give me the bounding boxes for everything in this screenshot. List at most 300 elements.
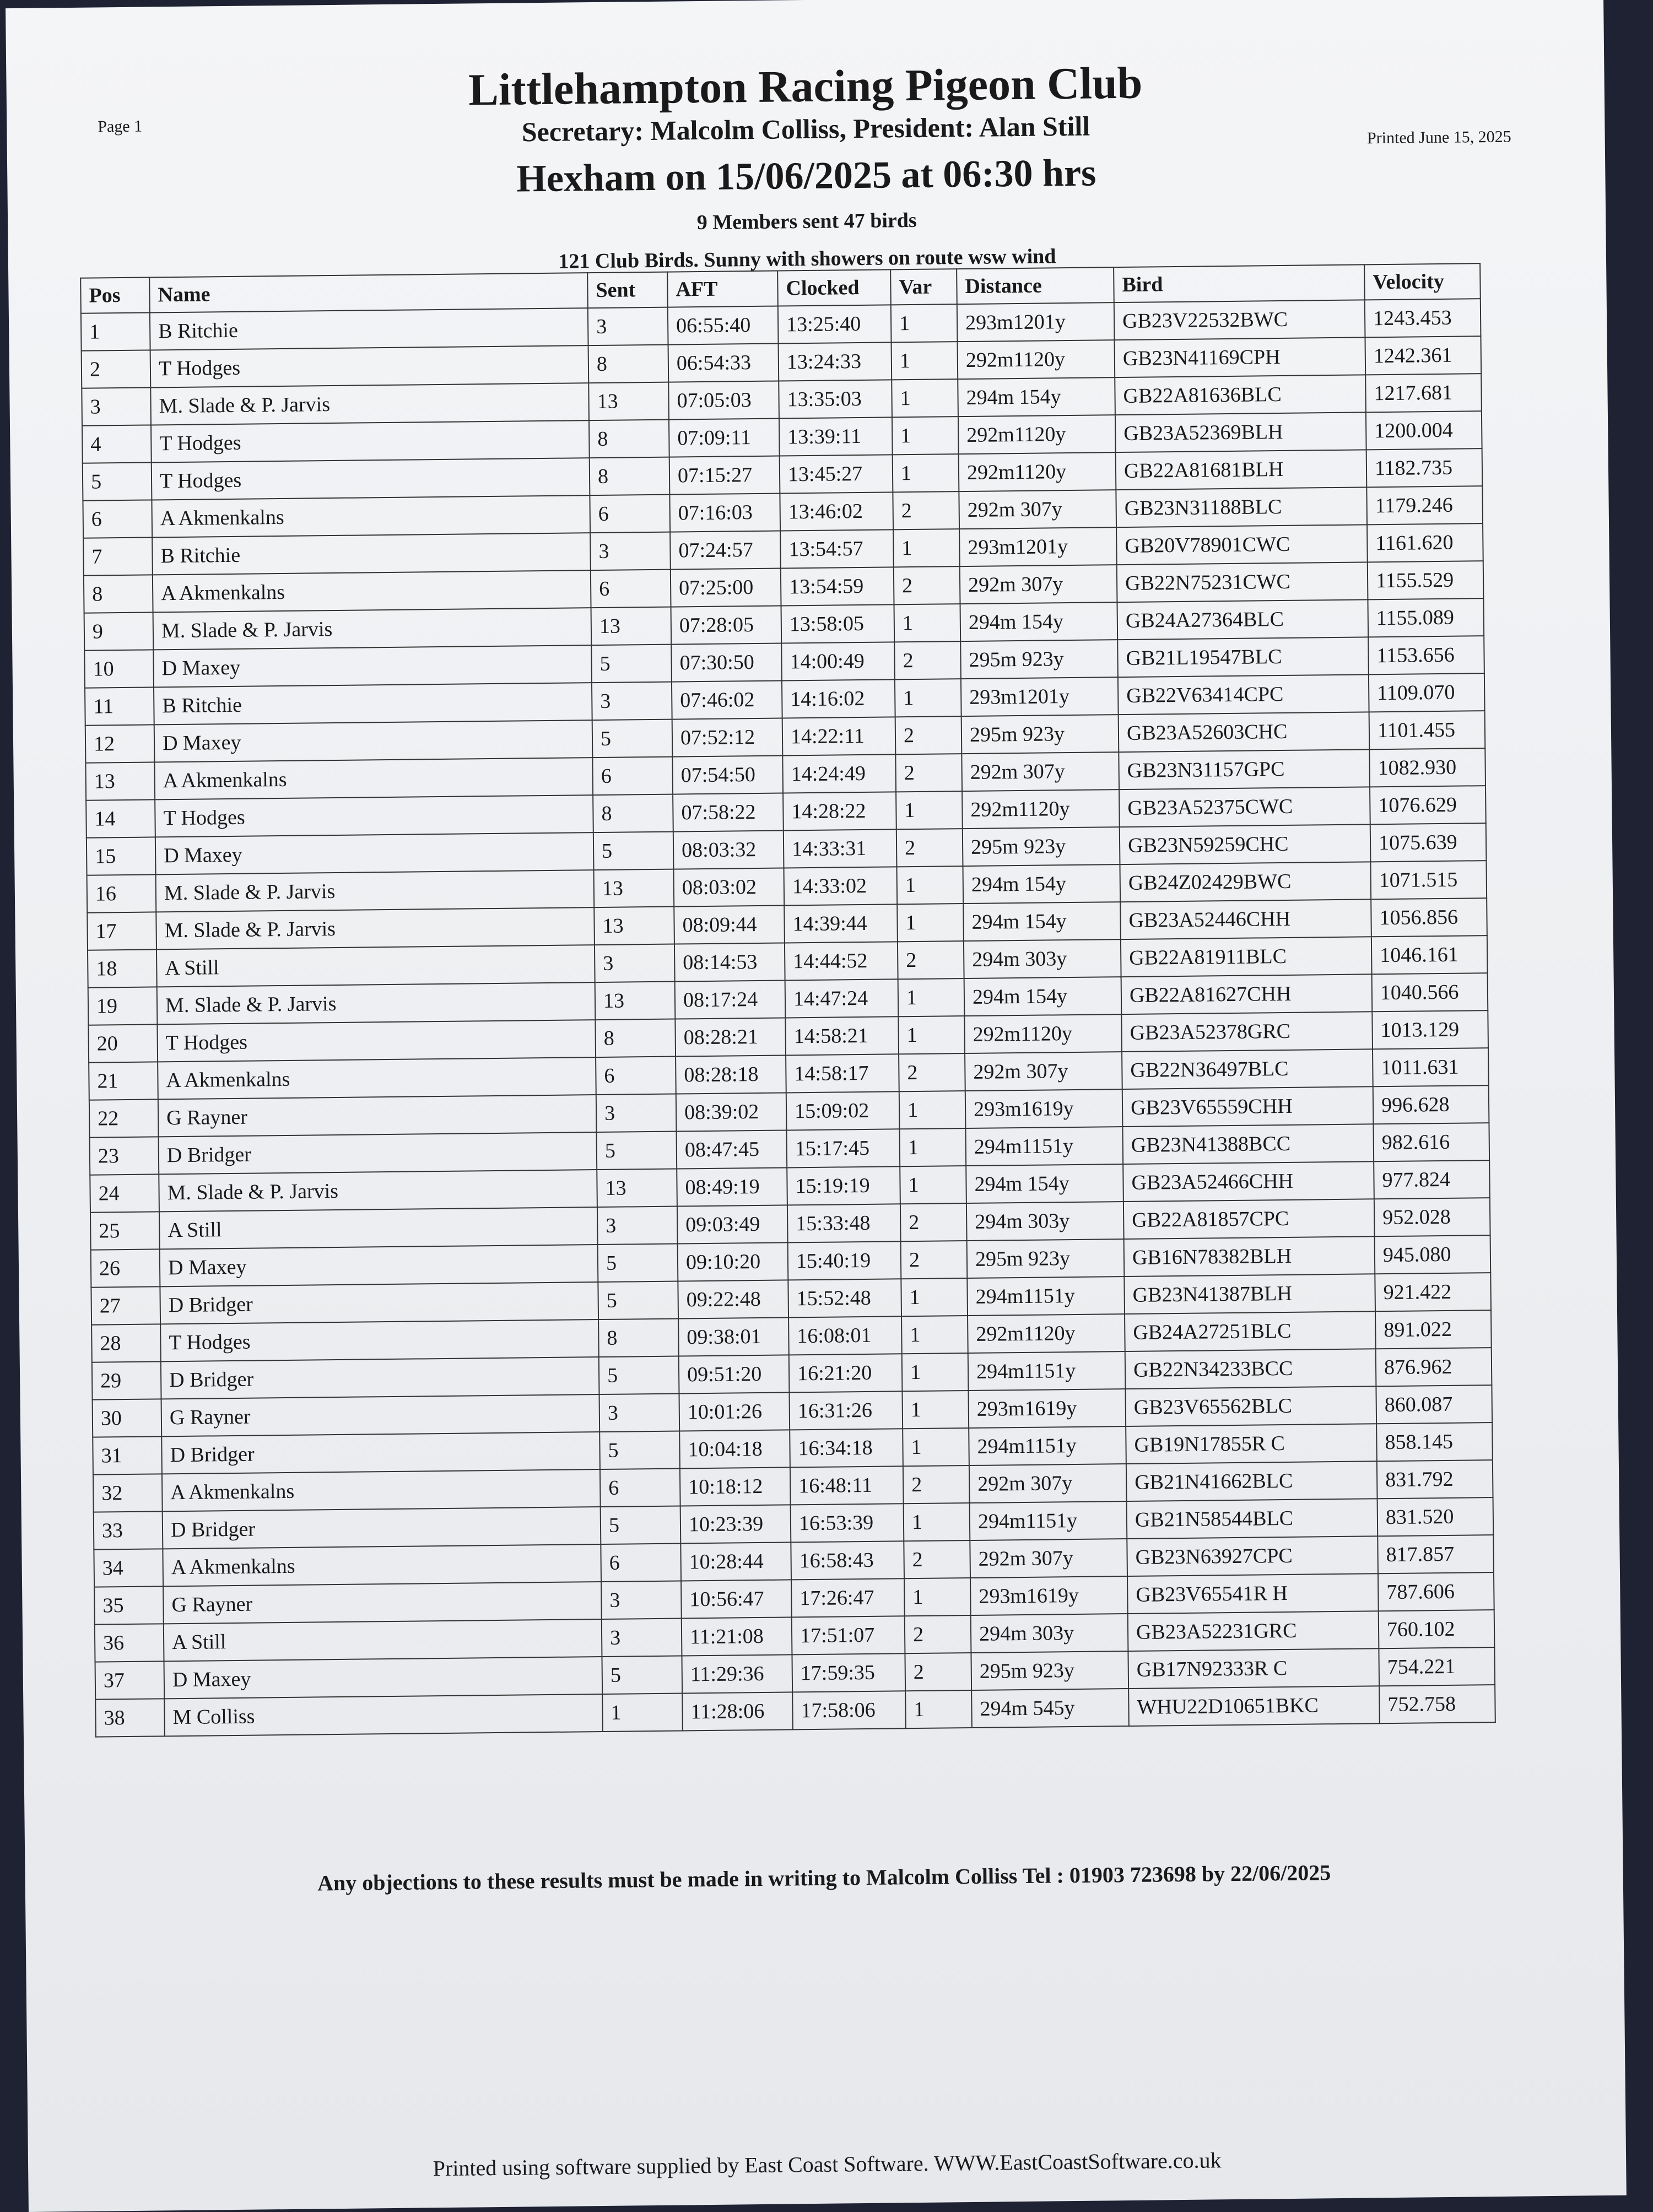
cell-distance: 294m 545y bbox=[971, 1689, 1129, 1728]
cell-distance: 294m 154y bbox=[966, 1164, 1123, 1203]
cell-distance: 295m 923y bbox=[963, 827, 1120, 866]
results-body bbox=[81, 299, 1495, 1737]
cell-name: A Akmenkalns bbox=[153, 570, 591, 612]
cell-bird: GB21L19547BLC bbox=[1117, 637, 1369, 677]
cell-bird: GB23N31188BLC bbox=[1116, 487, 1367, 527]
cell-name: M Colliss bbox=[164, 1694, 603, 1736]
cell-name: D Maxey bbox=[155, 832, 594, 874]
cell-velocity: 996.628 bbox=[1373, 1085, 1489, 1124]
cell-aft: 07:30:50 bbox=[671, 643, 782, 682]
cell-clocked: 16:21:20 bbox=[789, 1354, 903, 1392]
cell-pos: 9 bbox=[84, 612, 154, 650]
cell-clocked: 16:58:43 bbox=[791, 1541, 904, 1580]
cell-sent: 6 bbox=[600, 1469, 680, 1507]
cell-var: 1 bbox=[899, 1128, 966, 1166]
cell-pos: 20 bbox=[88, 1024, 158, 1062]
cell-velocity: 952.028 bbox=[1374, 1198, 1490, 1236]
cell-sent: 13 bbox=[594, 869, 674, 908]
cell-name: A Akmenkalns bbox=[158, 1057, 596, 1099]
cell-pos: 2 bbox=[82, 350, 151, 388]
cell-clocked: 14:24:49 bbox=[782, 754, 896, 793]
cell-bird: GB23A52466CHH bbox=[1123, 1161, 1374, 1202]
cell-pos: 31 bbox=[93, 1436, 162, 1474]
cell-distance: 294m 154y bbox=[958, 377, 1115, 417]
cell-clocked: 15:19:19 bbox=[787, 1166, 900, 1205]
cell-var: 2 bbox=[905, 1653, 971, 1691]
cell-clocked: 14:44:52 bbox=[785, 942, 898, 980]
cell-bird: GB22N36497BLC bbox=[1122, 1049, 1373, 1089]
cell-sent: 3 bbox=[588, 307, 668, 346]
cell-distance: 293m1201y bbox=[961, 677, 1119, 716]
cell-aft: 10:01:26 bbox=[679, 1392, 790, 1431]
cell-distance: 295m 923y bbox=[961, 715, 1119, 754]
cell-velocity: 1040.566 bbox=[1372, 973, 1488, 1012]
cell-var: 1 bbox=[902, 1353, 969, 1391]
cell-distance: 294m1151y bbox=[969, 1426, 1126, 1465]
cell-pos: 30 bbox=[93, 1399, 162, 1437]
cell-sent: 1 bbox=[602, 1693, 683, 1732]
cell-distance: 292m1120y bbox=[958, 340, 1115, 379]
cell-var: 1 bbox=[893, 454, 959, 492]
cell-aft: 09:22:48 bbox=[678, 1280, 788, 1318]
cell-clocked: 13:24:33 bbox=[779, 342, 892, 381]
cell-clocked: 16:08:01 bbox=[788, 1316, 902, 1355]
cell-var: 1 bbox=[892, 417, 959, 455]
cell-sent: 3 bbox=[590, 532, 671, 571]
cell-bird: GB23A52369BLH bbox=[1115, 412, 1366, 452]
cell-pos: 23 bbox=[90, 1137, 159, 1175]
cell-sent: 5 bbox=[599, 1431, 680, 1470]
cell-distance: 294m 303y bbox=[964, 939, 1121, 978]
cell-var: 2 bbox=[896, 829, 963, 867]
cell-var: 2 bbox=[899, 1053, 965, 1091]
col-header-aft: AFT bbox=[667, 271, 778, 307]
club-title: Littlehampton Racing Pigeon Club bbox=[468, 57, 1143, 115]
cell-aft: 07:25:00 bbox=[671, 569, 781, 607]
cell-var: 1 bbox=[905, 1690, 972, 1728]
cell-bird: GB23N41169CPH bbox=[1114, 337, 1365, 377]
cell-bird: GB23N63927CPC bbox=[1127, 1536, 1378, 1576]
cell-clocked: 16:34:18 bbox=[790, 1429, 903, 1467]
col-header-name: Name bbox=[149, 273, 588, 312]
cell-name: D Maxey bbox=[154, 720, 593, 762]
cell-velocity: 1109.070 bbox=[1369, 673, 1485, 712]
cell-sent: 5 bbox=[601, 1506, 681, 1545]
cell-bird: GB23V65562BLC bbox=[1125, 1386, 1376, 1426]
cell-aft: 07:54:50 bbox=[672, 755, 783, 794]
cell-sent: 6 bbox=[601, 1544, 681, 1582]
cell-velocity: 1153.656 bbox=[1368, 636, 1484, 674]
cell-name: T Hodges bbox=[155, 795, 593, 837]
cell-aft: 07:15:27 bbox=[669, 456, 780, 495]
cell-distance: 295m 923y bbox=[967, 1239, 1125, 1278]
cell-distance: 292m 307y bbox=[965, 1052, 1122, 1091]
cell-pos: 29 bbox=[92, 1361, 161, 1399]
cell-velocity: 977.824 bbox=[1374, 1160, 1490, 1199]
cell-sent: 3 bbox=[592, 682, 672, 721]
cell-sent: 5 bbox=[592, 720, 673, 758]
cell-pos: 37 bbox=[95, 1661, 165, 1699]
cell-pos: 17 bbox=[87, 912, 156, 950]
cell-pos: 10 bbox=[84, 650, 154, 688]
cell-name: T Hodges bbox=[150, 345, 589, 387]
cell-var: 2 bbox=[894, 641, 961, 679]
col-header-velocity: Velocity bbox=[1364, 263, 1481, 300]
cell-distance: 294m 154y bbox=[964, 977, 1122, 1016]
cell-pos: 16 bbox=[87, 874, 156, 912]
cell-aft: 11:29:36 bbox=[682, 1654, 792, 1693]
cell-aft: 07:52:12 bbox=[672, 718, 783, 756]
cell-var: 2 bbox=[893, 491, 959, 529]
cell-aft: 06:55:40 bbox=[668, 306, 779, 345]
col-header-distance: Distance bbox=[957, 267, 1114, 304]
cell-var: 1 bbox=[902, 1391, 969, 1429]
cell-sent: 13 bbox=[588, 382, 669, 421]
cell-sent: 3 bbox=[595, 944, 675, 983]
results-table bbox=[80, 263, 1496, 1737]
cell-clocked: 17:59:35 bbox=[792, 1653, 905, 1692]
cell-clocked: 13:45:27 bbox=[780, 455, 893, 493]
cell-name: T Hodges bbox=[151, 420, 590, 462]
cell-distance: 295m 923y bbox=[960, 640, 1118, 679]
cell-bird: GB23A52375CWC bbox=[1119, 787, 1370, 827]
cell-pos: 32 bbox=[93, 1474, 163, 1512]
cell-bird: GB23A52231GRC bbox=[1128, 1611, 1379, 1651]
cell-pos: 28 bbox=[91, 1324, 161, 1362]
cell-bird: GB22A81627CHH bbox=[1121, 974, 1373, 1014]
cell-distance: 295m 923y bbox=[971, 1651, 1128, 1690]
cell-aft: 07:46:02 bbox=[672, 680, 782, 719]
cell-name: M. Slade & P. Jarvis bbox=[153, 608, 592, 650]
cell-distance: 294m1151y bbox=[967, 1277, 1125, 1316]
cell-aft: 09:03:49 bbox=[677, 1205, 788, 1243]
cell-sent: 3 bbox=[601, 1581, 682, 1620]
cell-sent: 8 bbox=[595, 1019, 676, 1058]
cell-name: B Ritchie bbox=[152, 533, 591, 575]
cell-sent: 13 bbox=[597, 1169, 677, 1208]
cell-pos: 26 bbox=[91, 1249, 160, 1287]
cell-velocity: 1076.629 bbox=[1370, 786, 1486, 824]
cell-distance: 293m1201y bbox=[957, 302, 1115, 342]
cell-name: G Rayner bbox=[161, 1394, 600, 1436]
cell-bird: GB23A52446CHH bbox=[1120, 899, 1371, 939]
cell-velocity: 891.022 bbox=[1375, 1310, 1492, 1349]
cell-bird: GB22A81636BLC bbox=[1115, 375, 1366, 415]
cell-distance: 292m1120y bbox=[964, 1014, 1122, 1053]
cell-pos: 24 bbox=[90, 1174, 159, 1212]
cell-aft: 08:49:19 bbox=[677, 1167, 787, 1206]
cell-var: 1 bbox=[897, 904, 964, 942]
cell-bird: GB19N17855R C bbox=[1126, 1424, 1377, 1464]
cell-distance: 294m1151y bbox=[970, 1501, 1127, 1540]
cell-var: 1 bbox=[904, 1503, 970, 1541]
cell-sent: 8 bbox=[588, 345, 669, 383]
cell-clocked: 14:00:49 bbox=[781, 642, 895, 680]
cell-velocity: 1182.735 bbox=[1366, 448, 1483, 487]
cell-aft: 06:54:33 bbox=[668, 344, 779, 382]
secretary-line: Secretary: Malcolm Colliss, President: Alan Still bbox=[521, 110, 1090, 148]
cell-velocity: 1179.246 bbox=[1366, 486, 1483, 524]
cell-name: M. Slade & P. Jarvis bbox=[156, 907, 595, 949]
cell-sent: 5 bbox=[596, 1132, 677, 1170]
cell-bird: GB17N92333R C bbox=[1128, 1648, 1379, 1689]
cell-pos: 33 bbox=[94, 1511, 163, 1549]
cell-bird: GB22A81681BLH bbox=[1116, 450, 1367, 490]
cell-aft: 08:03:02 bbox=[674, 868, 785, 906]
cell-sent: 8 bbox=[589, 420, 669, 458]
cell-sent: 3 bbox=[597, 1207, 678, 1245]
col-header-var: Var bbox=[890, 269, 957, 305]
cell-name: A Akmenkalns bbox=[152, 495, 590, 537]
cell-sent: 6 bbox=[592, 757, 673, 796]
cell-aft: 08:28:18 bbox=[676, 1055, 786, 1094]
cell-var: 1 bbox=[892, 342, 958, 380]
cell-clocked: 14:28:22 bbox=[783, 792, 896, 830]
cell-velocity: 858.145 bbox=[1376, 1423, 1493, 1461]
cell-var: 1 bbox=[896, 791, 963, 829]
page-label: Page 1 bbox=[98, 117, 143, 136]
cell-clocked: 13:35:03 bbox=[779, 380, 892, 418]
cell-pos: 22 bbox=[89, 1099, 159, 1137]
cell-distance: 293m1619y bbox=[968, 1389, 1126, 1428]
cell-bird: GB22V63414CPC bbox=[1118, 674, 1369, 715]
cell-clocked: 15:09:02 bbox=[786, 1091, 900, 1130]
cell-pos: 21 bbox=[89, 1062, 158, 1100]
cell-distance: 294m1151y bbox=[968, 1351, 1126, 1391]
cell-distance: 294m 154y bbox=[960, 602, 1117, 641]
cell-clocked: 14:58:21 bbox=[785, 1016, 899, 1055]
cell-pos: 36 bbox=[95, 1624, 164, 1662]
cell-aft: 07:16:03 bbox=[669, 494, 780, 532]
cell-sent: 3 bbox=[602, 1618, 682, 1657]
cell-var: 2 bbox=[898, 941, 964, 979]
cell-clocked: 16:53:39 bbox=[791, 1503, 904, 1542]
cell-clocked: 15:52:48 bbox=[788, 1279, 901, 1317]
cell-var: 2 bbox=[894, 566, 960, 604]
cell-clocked: 15:33:48 bbox=[787, 1204, 901, 1242]
cell-name: D Maxey bbox=[153, 645, 592, 687]
software-footer: Printed using software supplied by East Coast Software. WWW.EastCoastSoftware.co.uk bbox=[433, 2148, 1222, 2181]
cell-aft: 09:51:20 bbox=[679, 1355, 790, 1393]
cell-bird: GB23N59259CHC bbox=[1120, 824, 1371, 864]
col-header-pos: Pos bbox=[80, 277, 150, 313]
cell-distance: 292m1120y bbox=[958, 415, 1116, 454]
results-sheet bbox=[6, 0, 1627, 2212]
cell-sent: 13 bbox=[594, 907, 674, 945]
cell-velocity: 876.962 bbox=[1376, 1348, 1492, 1386]
cell-aft: 07:09:11 bbox=[669, 419, 780, 457]
cell-bird: GB22N34233BCC bbox=[1125, 1349, 1376, 1389]
cell-var: 1 bbox=[899, 1091, 966, 1129]
cell-name: M. Slade & P. Jarvis bbox=[157, 982, 596, 1024]
cell-bird: GB23N31157GPC bbox=[1119, 749, 1370, 789]
cell-sent: 5 bbox=[599, 1356, 679, 1395]
cell-name: D Bridger bbox=[160, 1282, 598, 1324]
cell-pos: 11 bbox=[85, 687, 154, 725]
cell-aft: 08:09:44 bbox=[674, 905, 785, 944]
cell-var: 1 bbox=[895, 679, 961, 717]
cell-pos: 5 bbox=[83, 462, 152, 500]
cell-name: B Ritchie bbox=[150, 308, 588, 350]
cell-pos: 14 bbox=[86, 799, 155, 837]
cell-aft: 08:39:02 bbox=[676, 1093, 787, 1131]
cell-var: 2 bbox=[904, 1540, 970, 1578]
cell-bird: GB23V65541R H bbox=[1127, 1573, 1379, 1614]
cell-bird: GB16N78382BLH bbox=[1124, 1236, 1375, 1277]
cell-velocity: 754.221 bbox=[1379, 1647, 1495, 1686]
cell-velocity: 1242.361 bbox=[1365, 336, 1481, 375]
cell-distance: 294m 303y bbox=[971, 1614, 1128, 1653]
cell-var: 1 bbox=[898, 1016, 965, 1054]
cell-velocity: 1082.930 bbox=[1369, 748, 1485, 787]
cell-clocked: 17:26:47 bbox=[791, 1578, 905, 1617]
cell-sent: 6 bbox=[590, 495, 670, 533]
cell-var: 1 bbox=[901, 1316, 968, 1354]
cell-clocked: 14:39:44 bbox=[784, 904, 898, 943]
cell-velocity: 982.616 bbox=[1373, 1123, 1489, 1161]
cell-bird: GB24Z02429BWC bbox=[1120, 862, 1371, 902]
cell-sent: 6 bbox=[591, 570, 671, 608]
col-header-sent: Sent bbox=[587, 272, 668, 309]
cell-pos: 35 bbox=[94, 1586, 164, 1624]
cell-sent: 13 bbox=[591, 607, 672, 646]
cell-aft: 08:17:24 bbox=[675, 980, 786, 1019]
cell-clocked: 16:48:11 bbox=[790, 1466, 904, 1505]
cell-name: M. Slade & P. Jarvis bbox=[159, 1170, 597, 1212]
cell-clocked: 14:22:11 bbox=[782, 717, 896, 755]
cell-pos: 18 bbox=[88, 949, 157, 987]
cell-velocity: 1075.639 bbox=[1370, 823, 1487, 862]
cell-aft: 10:04:18 bbox=[679, 1430, 790, 1468]
cell-pos: 27 bbox=[91, 1286, 160, 1324]
cell-name: D Bridger bbox=[159, 1132, 597, 1174]
cell-velocity: 1217.681 bbox=[1365, 374, 1482, 412]
cell-pos: 38 bbox=[95, 1699, 165, 1737]
cell-distance: 292m 307y bbox=[960, 565, 1117, 604]
cell-sent: 6 bbox=[596, 1057, 676, 1095]
cell-pos: 19 bbox=[88, 987, 158, 1025]
club-birds-line: 121 Club Birds. Sunny with showers on route wsw wind bbox=[558, 245, 1056, 273]
cell-velocity: 752.758 bbox=[1379, 1685, 1495, 1723]
cell-aft: 10:18:12 bbox=[680, 1467, 791, 1506]
cell-var: 2 bbox=[895, 716, 962, 754]
cell-pos: 6 bbox=[83, 500, 152, 538]
cell-name: A Still bbox=[159, 1207, 598, 1249]
cell-name: T Hodges bbox=[160, 1319, 599, 1361]
cell-velocity: 831.792 bbox=[1377, 1460, 1493, 1499]
cell-aft: 10:23:39 bbox=[680, 1505, 791, 1543]
cell-pos: 4 bbox=[82, 425, 152, 463]
cell-velocity: 1011.631 bbox=[1373, 1048, 1489, 1086]
cell-bird: GB23V65559CHH bbox=[1122, 1086, 1374, 1127]
cell-aft: 07:58:22 bbox=[673, 793, 784, 831]
cell-pos: 13 bbox=[85, 762, 155, 800]
cell-distance: 292m1120y bbox=[968, 1314, 1125, 1353]
cell-bird: GB21N41662BLC bbox=[1126, 1461, 1378, 1501]
cell-clocked: 14:47:24 bbox=[785, 979, 899, 1018]
cell-sent: 5 bbox=[598, 1281, 678, 1320]
cell-pos: 1 bbox=[81, 312, 150, 350]
cell-bird: GB21N58544BLC bbox=[1127, 1499, 1378, 1539]
cell-sent: 8 bbox=[598, 1319, 679, 1358]
cell-name: B Ritchie bbox=[154, 683, 592, 724]
cell-clocked: 14:58:17 bbox=[786, 1054, 899, 1093]
cell-distance: 294m 154y bbox=[963, 902, 1121, 941]
cell-clocked: 15:40:19 bbox=[788, 1241, 901, 1280]
cell-var: 2 bbox=[901, 1241, 968, 1279]
cell-name: A Akmenkalns bbox=[154, 758, 593, 799]
cell-velocity: 1101.455 bbox=[1369, 711, 1485, 749]
cell-distance: 293m1619y bbox=[970, 1576, 1128, 1615]
cell-sent: 5 bbox=[593, 832, 674, 870]
cell-velocity: 787.606 bbox=[1378, 1572, 1494, 1611]
cell-name: M. Slade & P. Jarvis bbox=[156, 870, 595, 912]
cell-velocity: 860.087 bbox=[1376, 1385, 1492, 1424]
cell-distance: 294m 303y bbox=[966, 1202, 1124, 1241]
cell-name: T Hodges bbox=[157, 1020, 596, 1062]
cell-distance: 292m 307y bbox=[959, 490, 1116, 529]
col-header-clocked: Clocked bbox=[777, 269, 891, 306]
cell-name: A Still bbox=[164, 1619, 602, 1661]
cell-var: 2 bbox=[900, 1203, 967, 1241]
cell-var: 1 bbox=[898, 978, 965, 1016]
cell-var: 1 bbox=[891, 304, 958, 342]
cell-bird: GB23V22532BWC bbox=[1114, 300, 1365, 340]
cell-distance: 294m1151y bbox=[965, 1127, 1123, 1166]
cell-pos: 12 bbox=[85, 724, 155, 762]
cell-name: D Maxey bbox=[160, 1245, 598, 1286]
cell-name: M. Slade & P. Jarvis bbox=[150, 383, 589, 425]
cell-bird: GB24A27251BLC bbox=[1125, 1311, 1376, 1351]
cell-aft: 07:24:57 bbox=[670, 531, 781, 570]
cell-name: T Hodges bbox=[152, 458, 590, 500]
race-heading: Hexham on 15/06/2025 at 06:30 hrs bbox=[516, 152, 1096, 201]
cell-distance: 294m 154y bbox=[963, 864, 1120, 904]
cell-velocity: 1161.620 bbox=[1367, 523, 1483, 562]
cell-var: 2 bbox=[903, 1465, 970, 1503]
cell-clocked: 13:58:05 bbox=[781, 604, 895, 643]
cell-velocity: 1200.004 bbox=[1366, 411, 1482, 450]
objection-note: Any objections to these results must be made in writing to Malcolm Colliss Tel : 01903 723698 by 22/06/2025 bbox=[317, 1860, 1331, 1896]
cell-bird: GB24A27364BLC bbox=[1117, 599, 1368, 640]
cell-aft: 10:28:44 bbox=[680, 1542, 791, 1581]
cell-distance: 292m 307y bbox=[961, 752, 1119, 791]
cell-clocked: 15:17:45 bbox=[786, 1129, 900, 1167]
cell-aft: 09:38:01 bbox=[678, 1317, 789, 1356]
cell-sent: 13 bbox=[595, 982, 676, 1020]
cell-velocity: 817.857 bbox=[1378, 1535, 1494, 1573]
cell-sent: 5 bbox=[598, 1244, 678, 1283]
cell-name: G Rayner bbox=[163, 1582, 602, 1624]
cell-var: 1 bbox=[904, 1578, 971, 1616]
cell-aft: 10:56:47 bbox=[681, 1580, 792, 1618]
cell-velocity: 1046.161 bbox=[1371, 935, 1488, 974]
cell-clocked: 17:58:06 bbox=[792, 1691, 906, 1729]
cell-clocked: 13:54:57 bbox=[780, 529, 894, 568]
cell-clocked: 13:54:59 bbox=[781, 567, 894, 605]
cell-velocity: 1243.453 bbox=[1365, 299, 1481, 337]
cell-var: 2 bbox=[895, 754, 962, 792]
cell-var: 1 bbox=[892, 379, 958, 417]
cell-pos: 25 bbox=[90, 1212, 160, 1250]
cell-name: A Akmenkalns bbox=[162, 1469, 601, 1511]
cell-clocked: 14:33:31 bbox=[784, 829, 897, 868]
cell-bird: GB23A52378GRC bbox=[1121, 1012, 1373, 1052]
cell-distance: 292m 307y bbox=[969, 1464, 1127, 1503]
cell-pos: 15 bbox=[87, 837, 156, 875]
cell-distance: 292m1120y bbox=[959, 452, 1116, 491]
cell-name: A Akmenkalns bbox=[163, 1544, 601, 1586]
